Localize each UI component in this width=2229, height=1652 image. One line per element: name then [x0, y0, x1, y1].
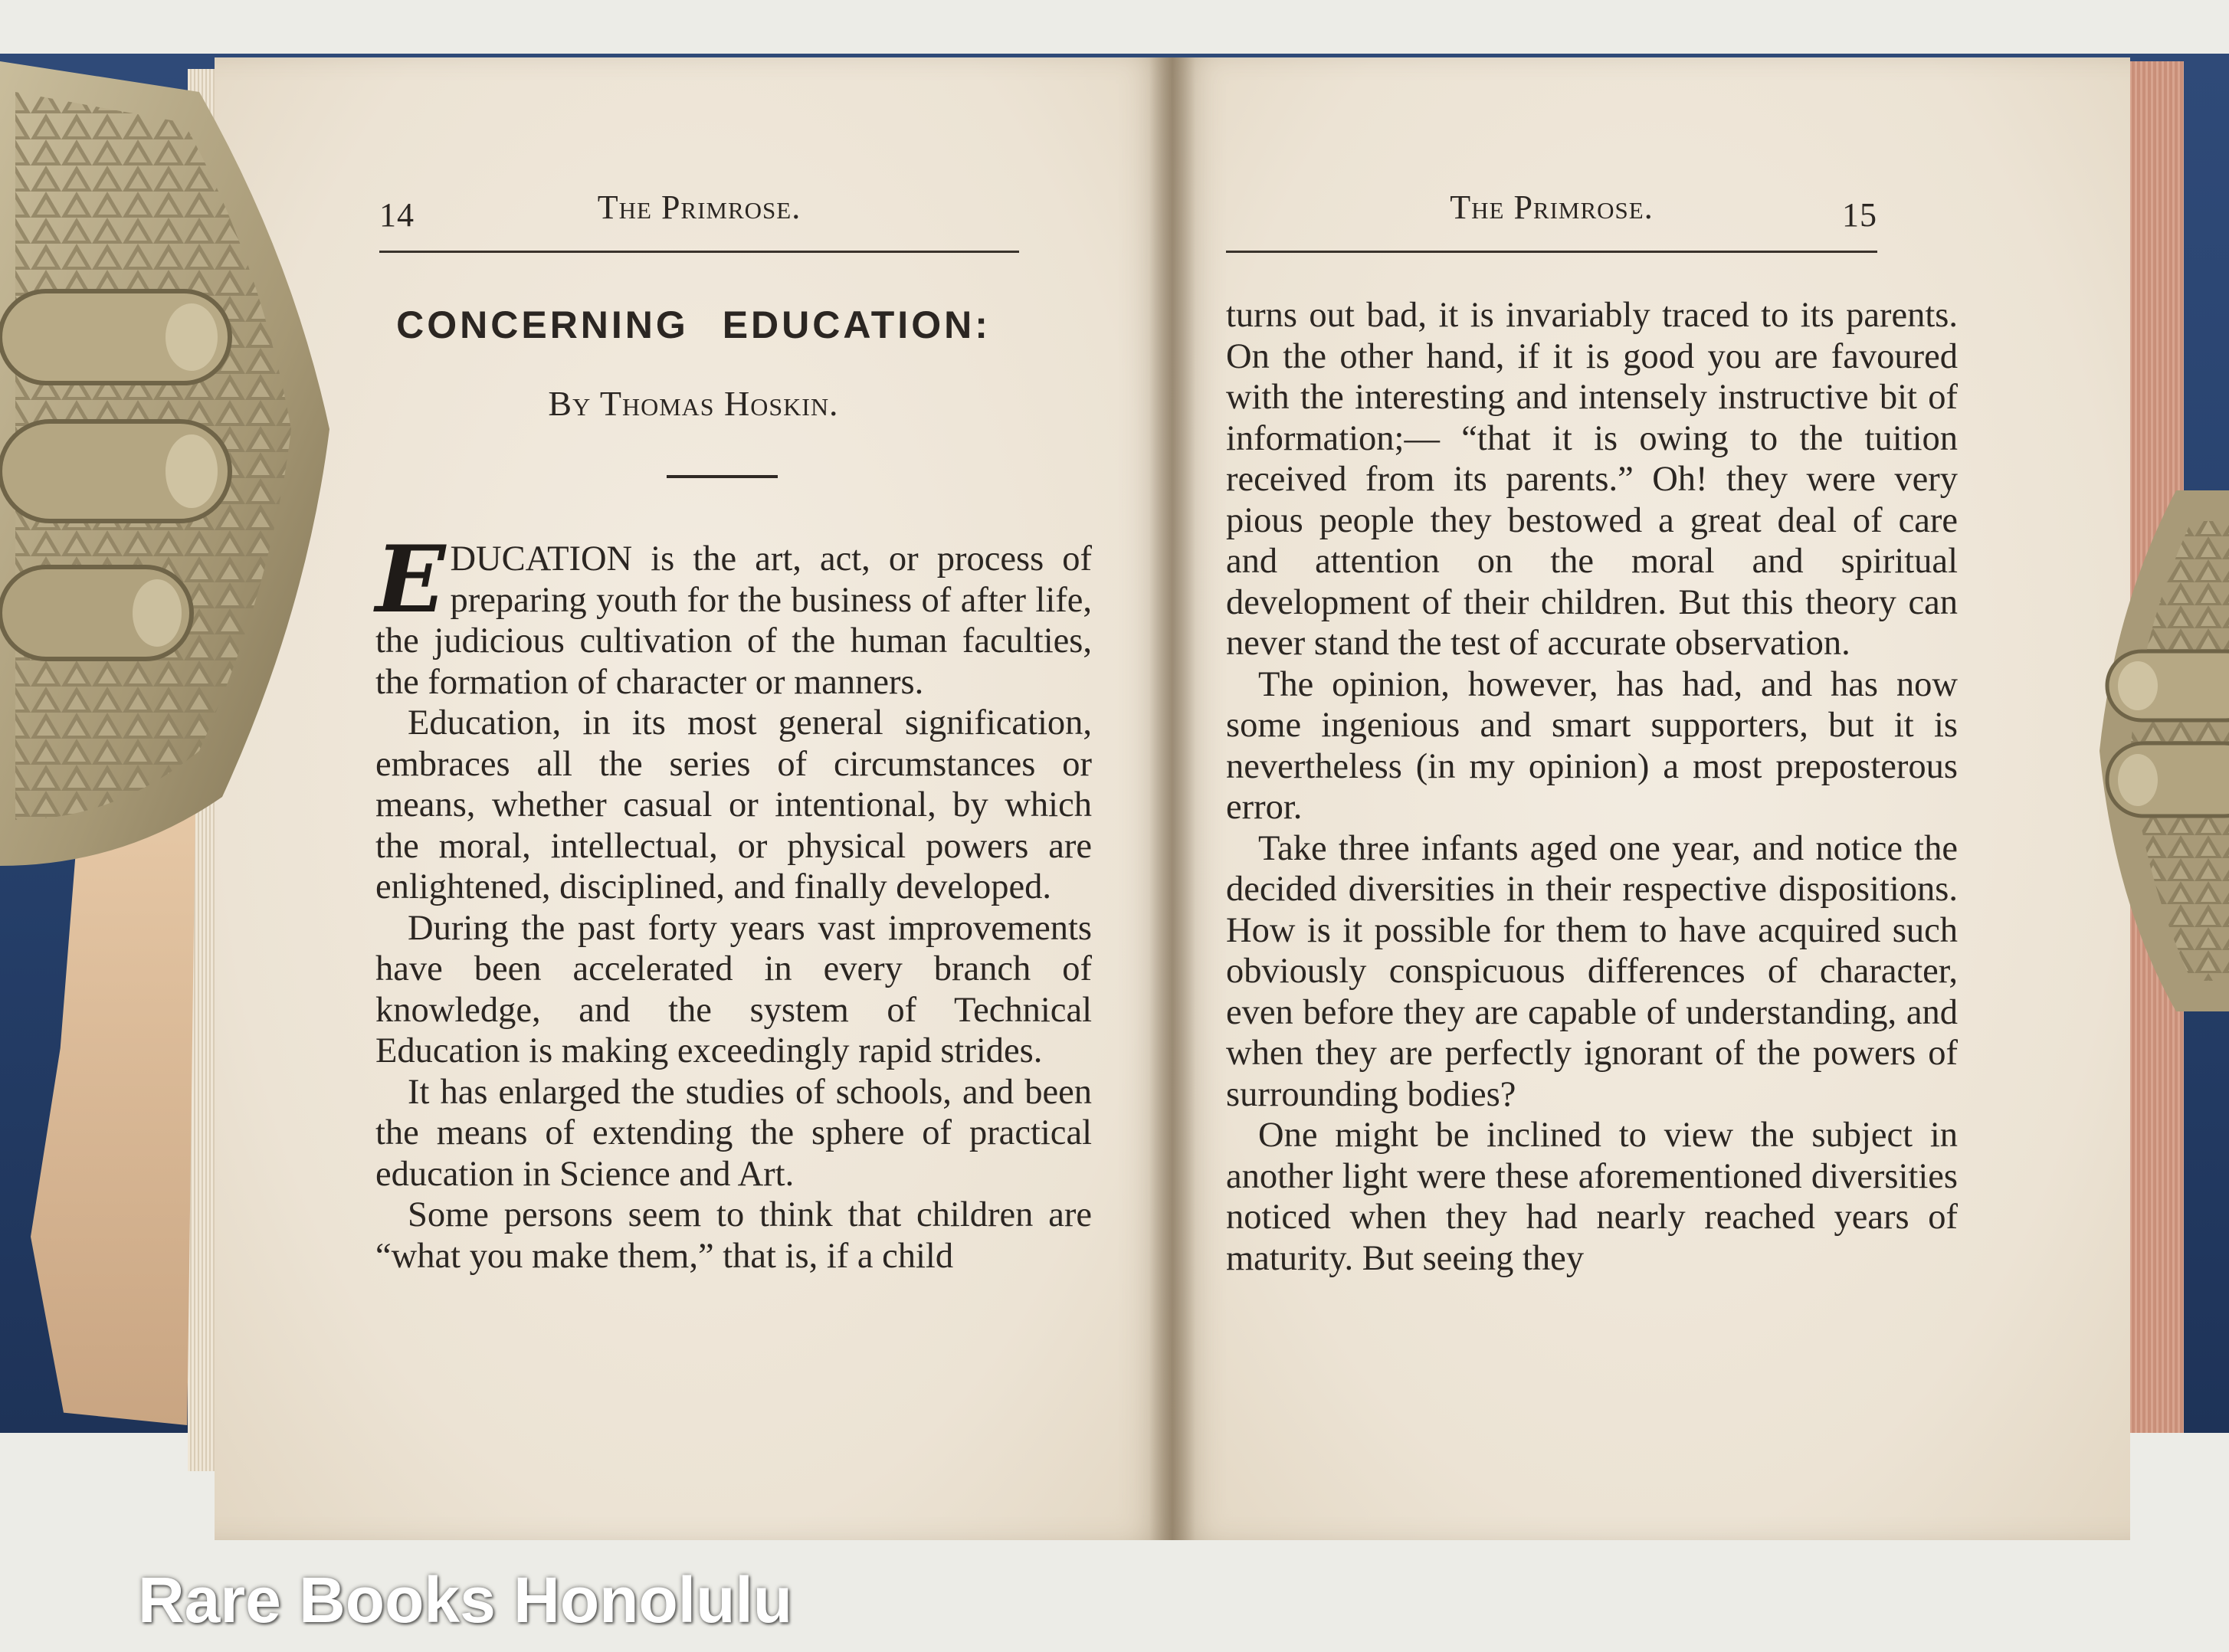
book-gutter [1149, 57, 1195, 1540]
title-rule [667, 475, 778, 478]
left-page [215, 57, 1172, 1540]
watermark: Rare Books Honolulu [138, 1564, 793, 1636]
left-running-head [379, 188, 1019, 257]
right-page-number: 15 [1842, 196, 1877, 234]
right-paragraph: Take three infants aged one year, and notice the decided diversities in their respective dispositions. How is it possible for them to have acquired such obviously conspicuous differences of character, even before they are capable of understanding, and when they are perfectly ignorant of the powers of surrounding bodies? [1226, 828, 1958, 1114]
right-paragraph: The opinion, however, has had, and has now some ingenious and smart supporters, but it is nevertheless (in my opinion) a most preposterous error. [1226, 664, 1958, 827]
right-page [1172, 57, 2130, 1540]
left-body-text [375, 526, 1092, 1277]
left-paragraph: Some persons seem to think that children are “what you make them,” that is, if a child [375, 1195, 1092, 1276]
left-paragraph [375, 526, 1092, 703]
right-running-title: The Primrose. [1450, 188, 1654, 226]
brass-hand-clip-left-icon [0, 61, 352, 866]
left-paragraph: During the past forty years vast improvements have been accelerated in every branch of knowledge, and the system of Technical Education is making exceedingly rapid strides. [375, 908, 1092, 1070]
right-head-rule [1226, 251, 1877, 253]
right-body-text [1226, 295, 1958, 1279]
left-page-number: 14 [379, 196, 415, 234]
left-running-title: The Primrose. [597, 188, 801, 226]
left-paragraph-text: DUCATION is the art, act, or process of preparing youth for the business of after life, the judicious cultivation of the human faculties, the formation of character or manners. [375, 539, 1092, 702]
book-spread [215, 57, 2107, 1540]
brass-hand-clip-right-icon [2084, 490, 2229, 1011]
drop-cap: E [375, 526, 446, 634]
left-paragraph: It has enlarged the studies of schools, and been the means of extending the sphere of practical education in Science and Art. [375, 1072, 1092, 1194]
article-title: CONCERNING EDUCATION: [396, 303, 991, 346]
right-paragraph: One might be inclined to view the subject in another light were these aforementioned diversities noticed when they had nearly reached years of maturity. But seeing they [1226, 1116, 1958, 1278]
byline: By Thomas Hoskin. [548, 384, 839, 423]
left-paragraph: Education, in its most general signification, embraces all the series of circumstances or means, whether casual or intentional, by which the moral, intellectual, or physical powers are enlightened, disciplined, and finally developed. [375, 703, 1092, 906]
right-paragraph: turns out bad, it is invariably traced to its parents. On the other hand, if it is good you are favoured with the interesting and intensely instructive bit of information;— “that it is owing to the tuition received from its parents.” Oh! they were very pious people they bestowed a great deal of care and attention on the moral and spiritual development of their children. But this theory can never stand the test of accurate observation. [1226, 296, 1958, 663]
right-running-head [1226, 188, 1877, 257]
left-head-rule [379, 251, 1019, 253]
